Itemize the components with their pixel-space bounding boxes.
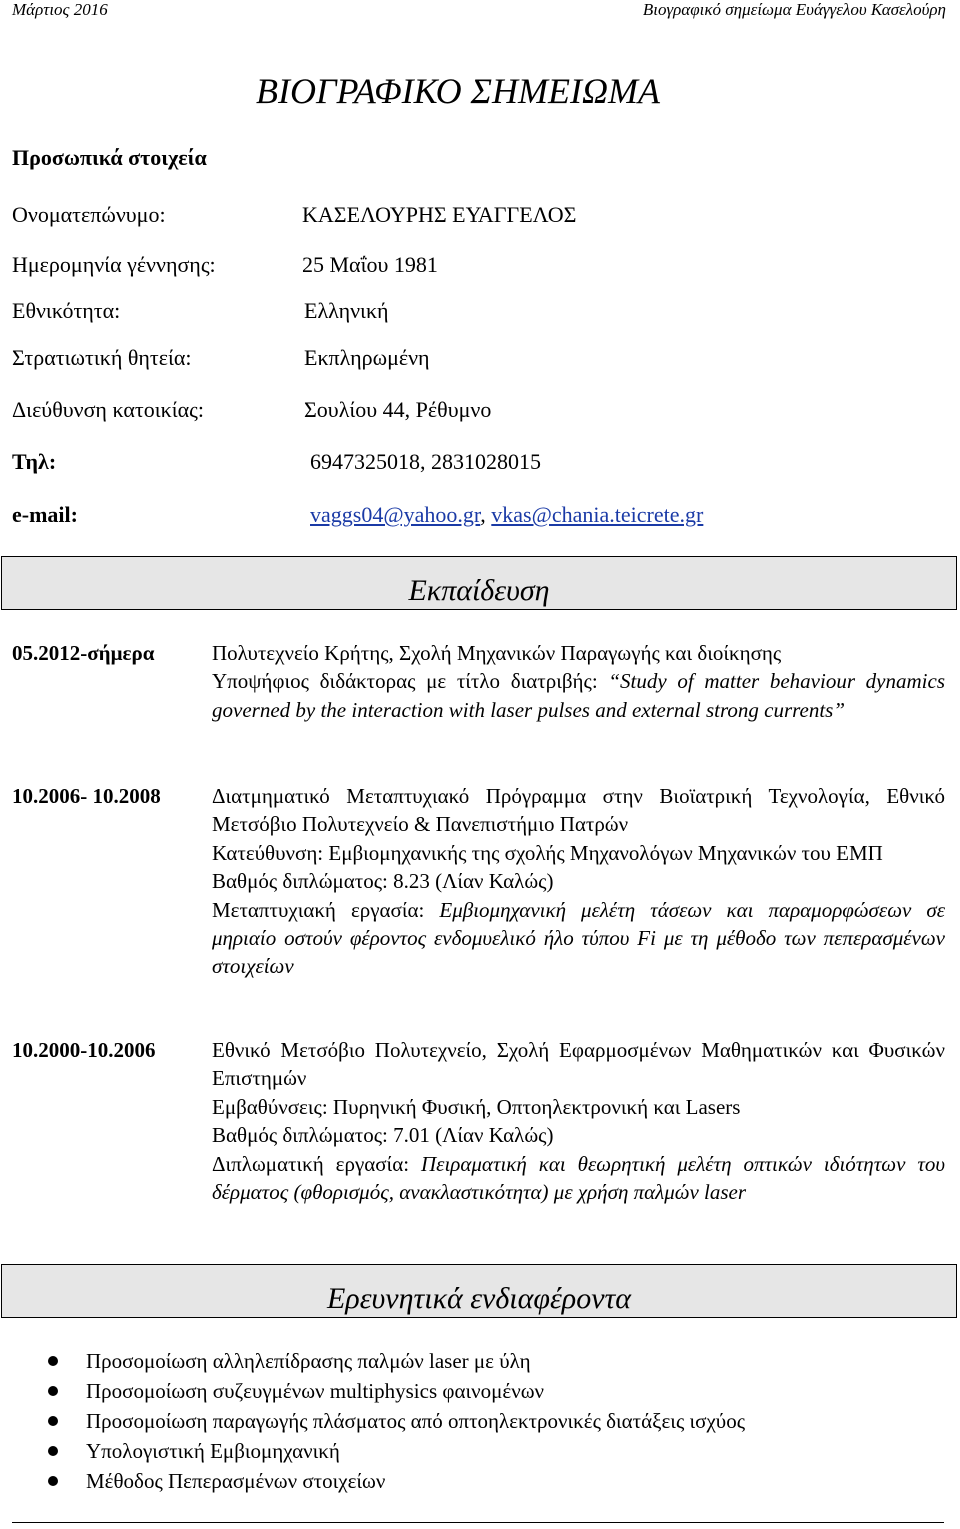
page-title: ΒΙΟΓΡΑΦΙΚΟ ΣΗΜΕΙΩΜΑ xyxy=(256,71,661,111)
list-item xyxy=(0,1466,745,1496)
personal-heading: Προσωπικά στοιχεία xyxy=(12,145,207,170)
list-item xyxy=(0,1436,745,1466)
email-link-1[interactable]: vaggs04@yahoo.gr xyxy=(310,502,481,527)
name-value: ΚΑΣΕΛΟΥΡΗΣ ΕΥΑΓΓΕΛΟΣ xyxy=(302,202,577,227)
edu-date-1: 05.2012-σήμερα xyxy=(12,641,155,665)
military-value: Εκπληρωμένη xyxy=(304,345,430,370)
research-heading-box xyxy=(1,1264,957,1318)
email-values xyxy=(310,502,703,528)
dob-label: Ημερομηνία γέννησης: xyxy=(12,252,216,277)
research-item: Προσομοίωση συζευγμένων multiphysics φαινομένων xyxy=(86,1379,545,1403)
edu-body-1 xyxy=(212,639,945,724)
edu-3-grade: Βαθμός διπλώματος: 7.01 (Λίαν Καλώς) xyxy=(212,1123,554,1148)
bullet-icon xyxy=(48,1386,58,1396)
header-date: Μάρτιος 2016 xyxy=(12,0,108,19)
edu-body-2 xyxy=(212,782,945,981)
research-heading: Ερευνητικά ενδιαφέροντα xyxy=(326,1282,631,1315)
edu-2-direction: Κατεύθυνση: Εμβιομηχανικής της σχολής Μηχανολόγων Μηχανικών του ΕΜΠ xyxy=(212,840,883,865)
edu-1-thesis-label: Υποψήφιος διδάκτορας με τίτλο διατριβής: xyxy=(212,669,609,694)
phone-value: 6947325018, 2831028015 xyxy=(310,449,541,474)
edu-1-thesis-title: “Study of matter behaviour dynamics governed by the interaction with laser pulses and external strong currents” xyxy=(212,669,945,722)
list-item xyxy=(0,1406,745,1436)
name-label: Ονοματεπώνυμο: xyxy=(12,202,166,227)
research-list xyxy=(0,1346,745,1496)
phone-label: Τηλ: xyxy=(12,449,57,474)
list-item xyxy=(0,1376,745,1406)
military-label: Στρατιωτική θητεία: xyxy=(12,345,192,370)
nationality-label: Εθνικότητα: xyxy=(12,298,121,323)
address-label: Διεύθυνση κατοικίας: xyxy=(12,397,204,422)
edu-date-3: 10.2000-10.2006 xyxy=(12,1038,156,1062)
email-label: e-mail: xyxy=(12,502,78,527)
edu-3-school: Εθνικό Μετσόβιο Πολυτεχνείο, Σχολή Εφαρμοσμένων Μαθηματικών και Φυσικών Επιστημών xyxy=(212,1038,945,1091)
nationality-value: Ελληνική xyxy=(304,298,389,323)
bullet-icon xyxy=(48,1446,58,1456)
email-separator: , xyxy=(480,502,492,527)
edu-3-thesis-label: Διπλωματική εργασία: xyxy=(212,1151,421,1176)
research-item: Μέθοδος Πεπερασμένων στοιχείων xyxy=(86,1469,386,1493)
bullet-icon xyxy=(48,1416,58,1426)
edu-2-thesis-title: Εμβιομηχανική μελέτη τάσεων και παραμορφώσεων σε μηριαίο οστούν φέροντος ενδομυελικό ήλο τύπου Fi με τη μέθοδο των πεπερασμένων στοιχείων xyxy=(212,897,946,979)
edu-date-2: 10.2006- 10.2008 xyxy=(12,784,161,808)
edu-2-grade: Βαθμός διπλώματος: 8.23 (Λίαν Καλώς) xyxy=(212,869,554,894)
edu-2-thesis-label: Μεταπτυχιακή εργασία: xyxy=(212,897,440,922)
email-link-2[interactable]: vkas@chania.teicrete.gr xyxy=(491,502,704,527)
edu-3-specializations: Εμβαθύνσεις: Πυρηνική Φυσική, Οπτοηλεκτρονική και Lasers xyxy=(212,1094,741,1119)
education-heading-box xyxy=(1,556,957,610)
edu-3-thesis-title: Πειραματική και θεωρητική μελέτη οπτικών ιδιότητων του δέρματος (φθορισμός, ανακλαστικότητα) με χρήση παλμών laser xyxy=(212,1151,946,1205)
footer-divider xyxy=(12,1522,944,1523)
edu-1-institution: Πολυτεχνείο Κρήτης, Σχολή Μηχανικών Παραγωγής και διοίκησης xyxy=(212,641,782,665)
bullet-icon xyxy=(48,1356,58,1366)
research-item: Προσομοίωση παραγωγής πλάσματος από οπτοηλεκτρονικές διατάξεις ισχύος xyxy=(86,1409,746,1433)
list-item xyxy=(0,1346,745,1376)
edu-body-3 xyxy=(212,1036,945,1206)
bullet-icon xyxy=(48,1476,58,1486)
research-item: Προσομοίωση αλληλεπίδρασης παλμών laser με ύλη xyxy=(86,1349,531,1373)
dob-value: 25 Μαΐου 1981 xyxy=(302,252,438,277)
address-value: Σουλίου 44, Ρέθυμνο xyxy=(304,397,492,422)
education-heading: Εκπαίδευση xyxy=(408,574,550,607)
edu-2-program: Διατμηματικό Μεταπτυχιακό Πρόγραμμα στην Βιοϊατρική Τεχνολογία, Εθνικό Μετσόβιο Πολυτεχνείο & Πανεπιστήμιο Πατρών xyxy=(212,784,945,837)
research-item: Υπολογιστική Εμβιομηχανική xyxy=(86,1439,340,1463)
header-doc-title: Βιογραφικό σημείωμα Ευάγγελου Κασελούρη xyxy=(642,0,946,19)
